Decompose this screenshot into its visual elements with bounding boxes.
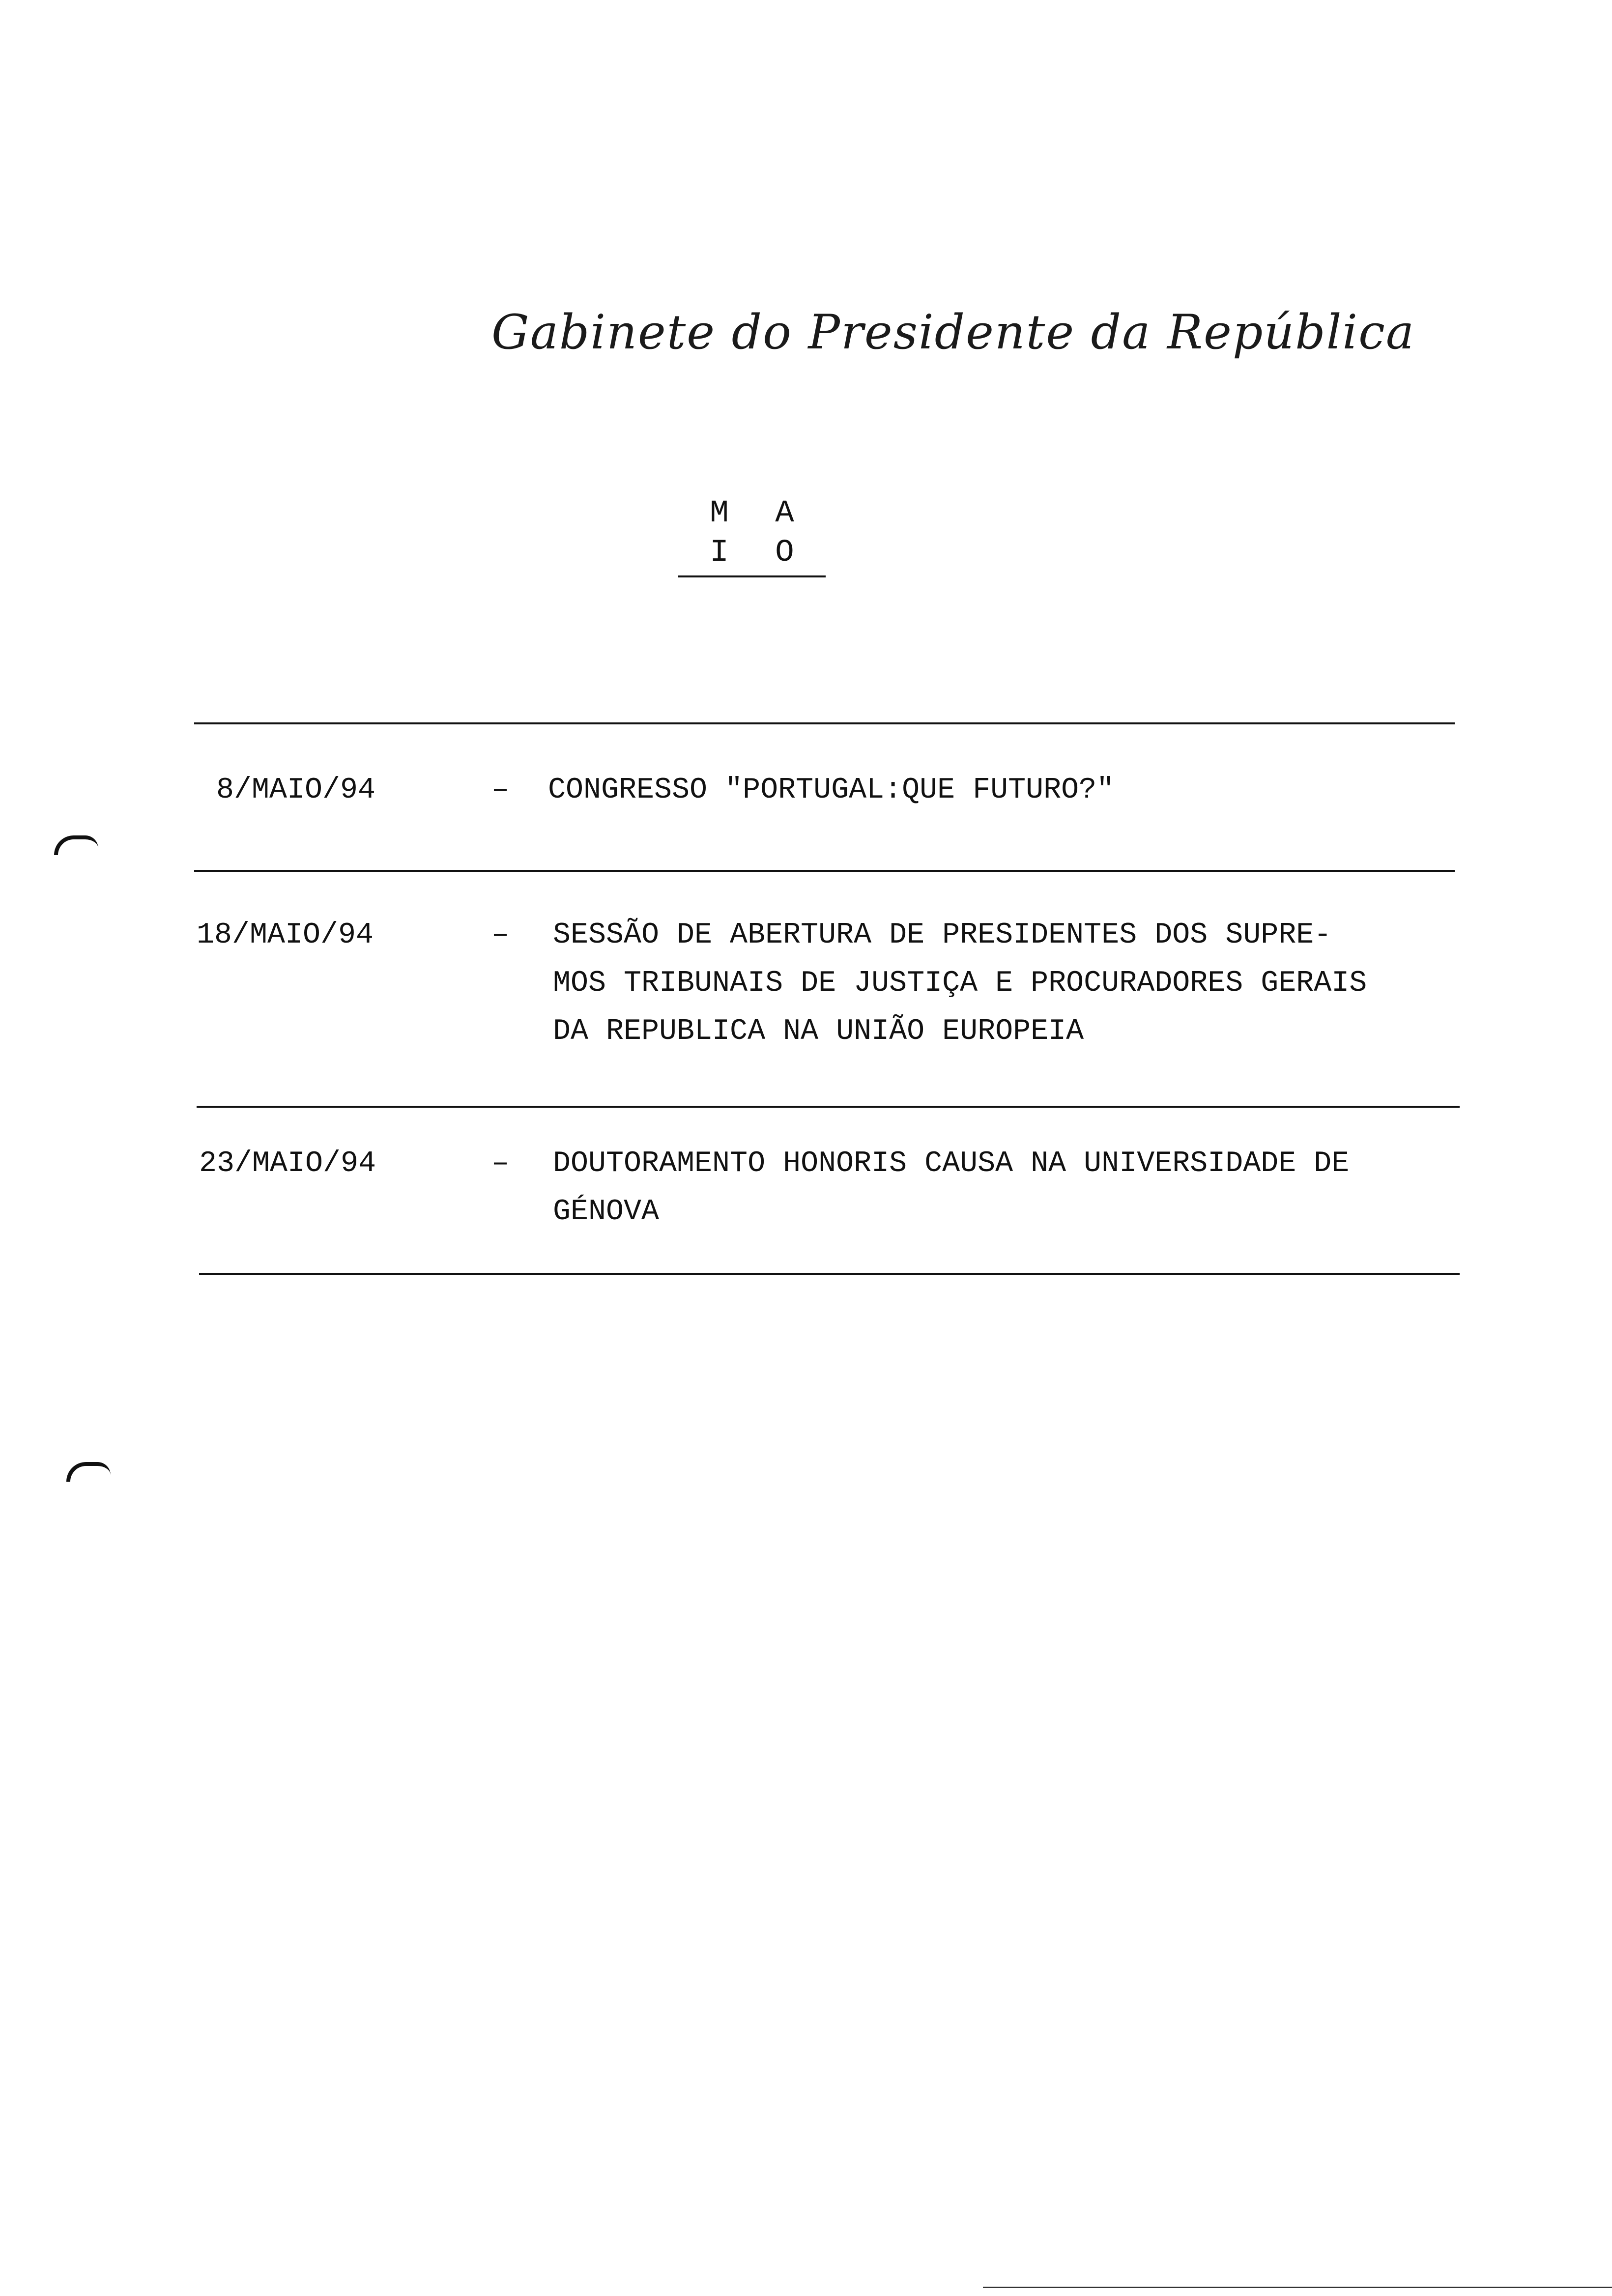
entry-description-line: DOUTORAMENTO HONORIS CAUSA NA UNIVERSIDADE DE [553, 1147, 1350, 1180]
entry-date: 18/MAIO/94 [197, 918, 374, 952]
table-rule-top [194, 722, 1455, 724]
entry-description-line: SESSÃO DE ABERTURA DE PRESIDENTES DOS SUPRE- [553, 918, 1332, 952]
entry-description-line: GÉNOVA [553, 1195, 660, 1229]
table-rule [197, 1106, 1460, 1108]
entry-date: 8/MAIO/94 [216, 774, 376, 807]
entry-dash: – [491, 1147, 510, 1180]
entry-dash: – [491, 918, 510, 952]
table-rule [194, 870, 1455, 872]
binder-hole-mark [54, 835, 98, 855]
entry-date: 23/MAIO/94 [199, 1147, 376, 1180]
entry-description-line: CONGRESSO "PORTUGAL:QUE FUTURO?" [548, 774, 1115, 807]
scan-edge-line [983, 2287, 1612, 2288]
entry-description-line: MOS TRIBUNAIS DE JUSTIÇA E PROCURADORES GERAIS [553, 967, 1367, 1000]
month-title: M A I O [678, 494, 826, 577]
entry-dash: – [491, 774, 510, 807]
table-rule-bottom [199, 1273, 1460, 1275]
entry-description-line: DA REPUBLICA NA UNIÃO EUROPEIA [553, 1015, 1084, 1048]
binder-hole-mark [66, 1462, 111, 1482]
letterhead: Gabinete do Presidente da República [491, 305, 1415, 360]
